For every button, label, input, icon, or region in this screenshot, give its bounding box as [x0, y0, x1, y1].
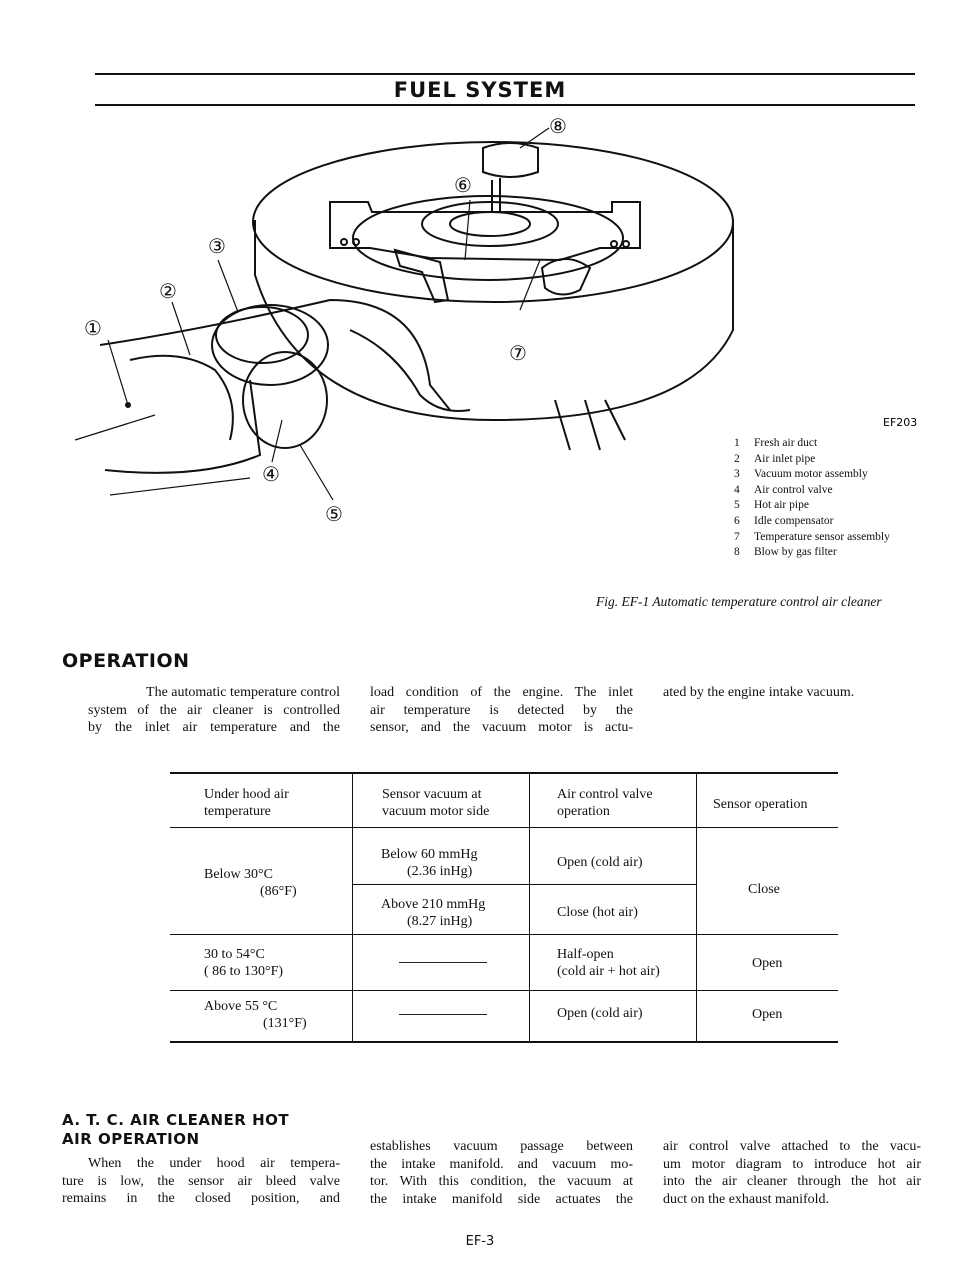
table-rule: [170, 990, 838, 991]
table-rule: [696, 772, 697, 1043]
callout-7: ⑦: [509, 343, 527, 365]
callout-5: ⑤: [325, 504, 343, 526]
row1a-vacuum: Below 60 mmHg (2.36 inHg): [381, 847, 478, 879]
row1-temperature: Below 30°C (86°F): [204, 867, 297, 899]
table-rule: [353, 884, 696, 885]
atc-col3: air control valve attached to the vacu- um motor diagram to introduce hot air into the air cleaner through the hot air duct on the exhaust manifold.: [663, 1139, 921, 1207]
callout-6: ⑥: [454, 175, 472, 197]
header-temperature: Under hood air temperature: [204, 787, 289, 819]
callout-8: ⑧: [549, 116, 567, 138]
table-rule: [170, 772, 838, 774]
legend-item: 8 Blow by gas filter: [734, 546, 837, 559]
header-rule-top: [95, 73, 915, 75]
atc-col1: When the under hood air tempera- ture is low, the sensor air bleed valve remains in the closed position, and: [62, 1156, 340, 1206]
legend-item: 6 Idle compensator: [734, 514, 834, 527]
row2-sensor: Open: [752, 956, 783, 971]
figure-legend: [734, 436, 890, 561]
legend-item: 7 Temperature sensor assembly: [734, 530, 890, 543]
callout-3: ③: [208, 236, 226, 258]
legend-item: 3 Vacuum motor assembly: [734, 468, 868, 481]
callout-4: ④: [262, 464, 280, 486]
figure-id: EF203: [883, 416, 918, 429]
row1-sensor: Close: [748, 882, 780, 897]
legend-item: 2 Air inlet pipe: [734, 452, 816, 465]
row2-valve: Half-open (cold air + hot air): [557, 947, 660, 979]
operation-heading: OPERATION: [62, 650, 190, 672]
page-number: EF-3: [465, 1234, 495, 1249]
row3-temperature: Above 55 °C (131°F): [204, 999, 307, 1031]
table-rule: [170, 1041, 838, 1043]
table-rule: [170, 934, 838, 935]
header-sensor: Sensor operation: [713, 797, 808, 812]
legend-item: 5 Hot air pipe: [734, 499, 809, 512]
legend-item: 1 Fresh air duct: [734, 437, 818, 449]
row2-vacuum-dash: [399, 962, 487, 963]
legend-item: 4 Air control valve: [734, 483, 833, 496]
table-rule: [529, 772, 530, 1043]
operation-col2: load condition of the engine. The inlet air temperature is detected by the sensor, and the vacuum motor is actu-: [370, 685, 633, 735]
table-rule: [352, 772, 353, 1043]
atc-heading: A. T. C. AIR CLEANER HOT AIR OPERATION: [62, 1111, 290, 1148]
operation-col3: ated by the engine intake vacuum.: [663, 685, 855, 700]
header-valve: Air control valve operation: [557, 787, 653, 819]
callout-1: ①: [84, 318, 102, 340]
header-vacuum: Sensor vacuum at vacuum motor side: [382, 787, 490, 819]
table-rule: [170, 827, 838, 828]
header-rule-bottom: [95, 104, 915, 106]
row2-temperature: 30 to 54°C ( 86 to 130°F): [204, 947, 284, 979]
row1a-valve: Open (cold air): [557, 855, 643, 870]
row3-vacuum-dash: [399, 1014, 487, 1015]
atc-col2: establishes vacuum passage between the intake manifold. and vacuum mo- tor. With this condition, the vacuum at the intake manifold side actuates the: [370, 1139, 633, 1207]
row1b-valve: Close (hot air): [557, 905, 638, 920]
figure-caption: Fig. EF-1 Automatic temperature control air cleaner: [596, 594, 882, 609]
row1b-vacuum: Above 210 mmHg (8.27 inHg): [381, 897, 486, 929]
row3-sensor: Open: [752, 1007, 783, 1022]
page-title: FUEL SYSTEM: [393, 78, 567, 102]
row3-valve: Open (cold air): [557, 1006, 643, 1021]
operation-col1: The automatic temperature control system of the air cleaner is controlled by the inlet air temperature and the: [88, 685, 340, 735]
callout-2: ②: [159, 281, 177, 303]
